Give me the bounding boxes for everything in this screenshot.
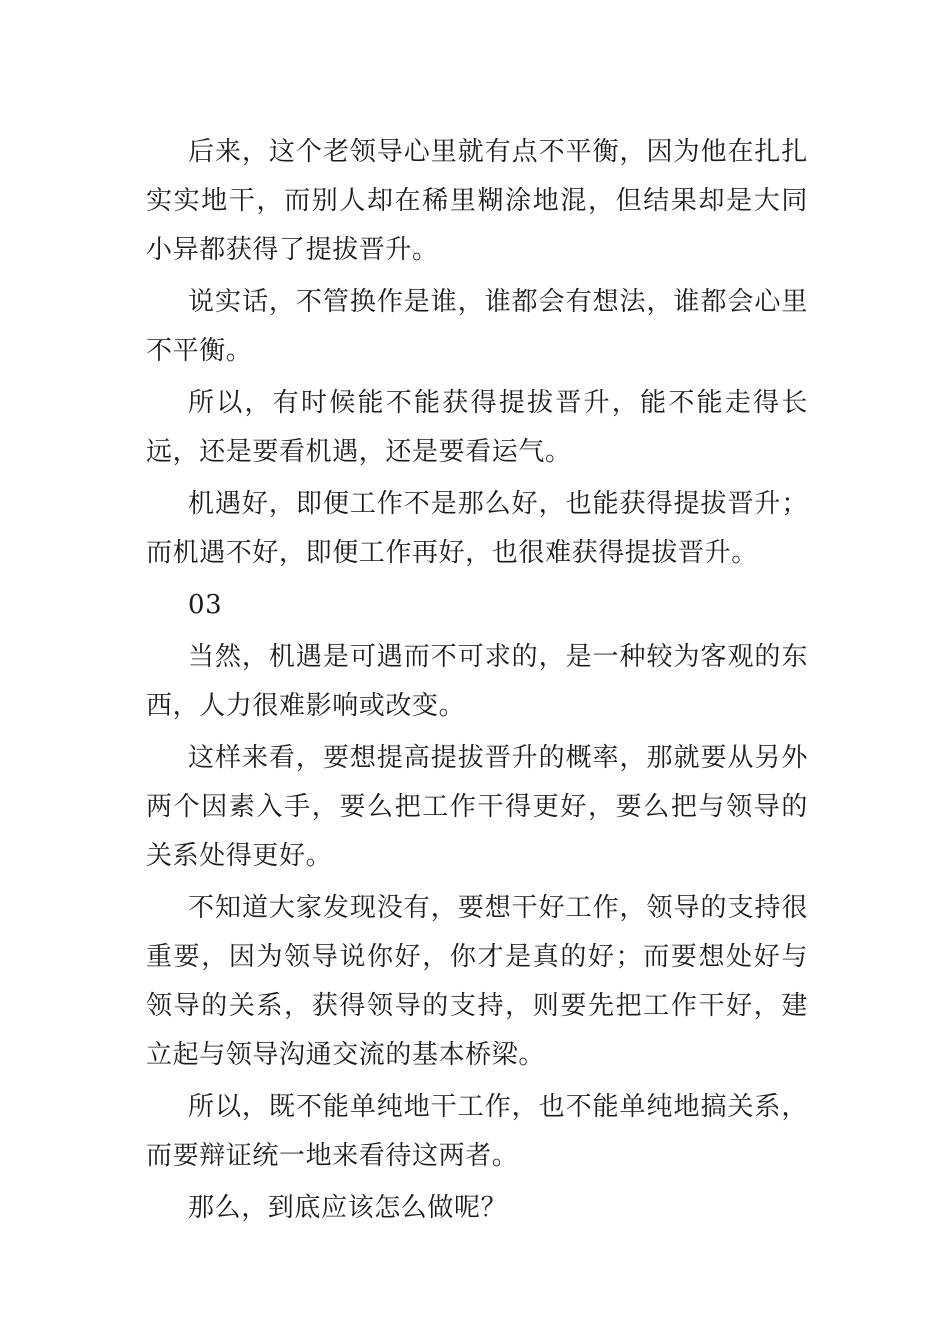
section-number: 03 (188, 590, 223, 620)
paragraph-8: 所以，既不能单纯地干工作，也不能单纯地搞关系，而要辩证统一地来看待这两者。 (146, 1092, 808, 1171)
paragraph-9: 那么，到底应该怎么做呢？ (188, 1193, 508, 1223)
document-body (146, 128, 808, 1236)
paragraph-1: 后来，这个老领导心里就有点不平衡，因为他在扎扎实实地干，而别人却在稀里糊涂地混，但结果却是大同小异都获得了提拔晋升。 (146, 137, 808, 265)
paragraph-6: 这样来看，要想提高提拔晋升的概率，那就要从另外两个因素入手，要么把工作干得更好，要么把与领导的关系处得更好。 (146, 743, 808, 871)
paragraph-3: 所以，有时候能不能获得提拔晋升，能不能走得长远，还是要看机遇，还是要看运气。 (146, 388, 808, 467)
paragraph-7: 不知道大家发现没有，要想干好工作，领导的支持很重要，因为领导说你好，你才是真的好；而要想处好与领导的关系，获得领导的支持，则要先把工作干好，建立起与领导沟通交流的基本桥梁。 (146, 893, 808, 1070)
paragraph-2: 说实话，不管换作是谁，谁都会有想法，谁都会心里不平衡。 (146, 287, 808, 366)
paragraph-5: 当然，机遇是可遇而不可求的，是一种较为客观的东西，人力很难影响或改变。 (146, 642, 808, 721)
paragraph-4: 机遇好，即便工作不是那么好，也能获得提拔晋升；而机遇不好，即便工作再好，也很难获得提拔晋升。 (146, 489, 808, 568)
